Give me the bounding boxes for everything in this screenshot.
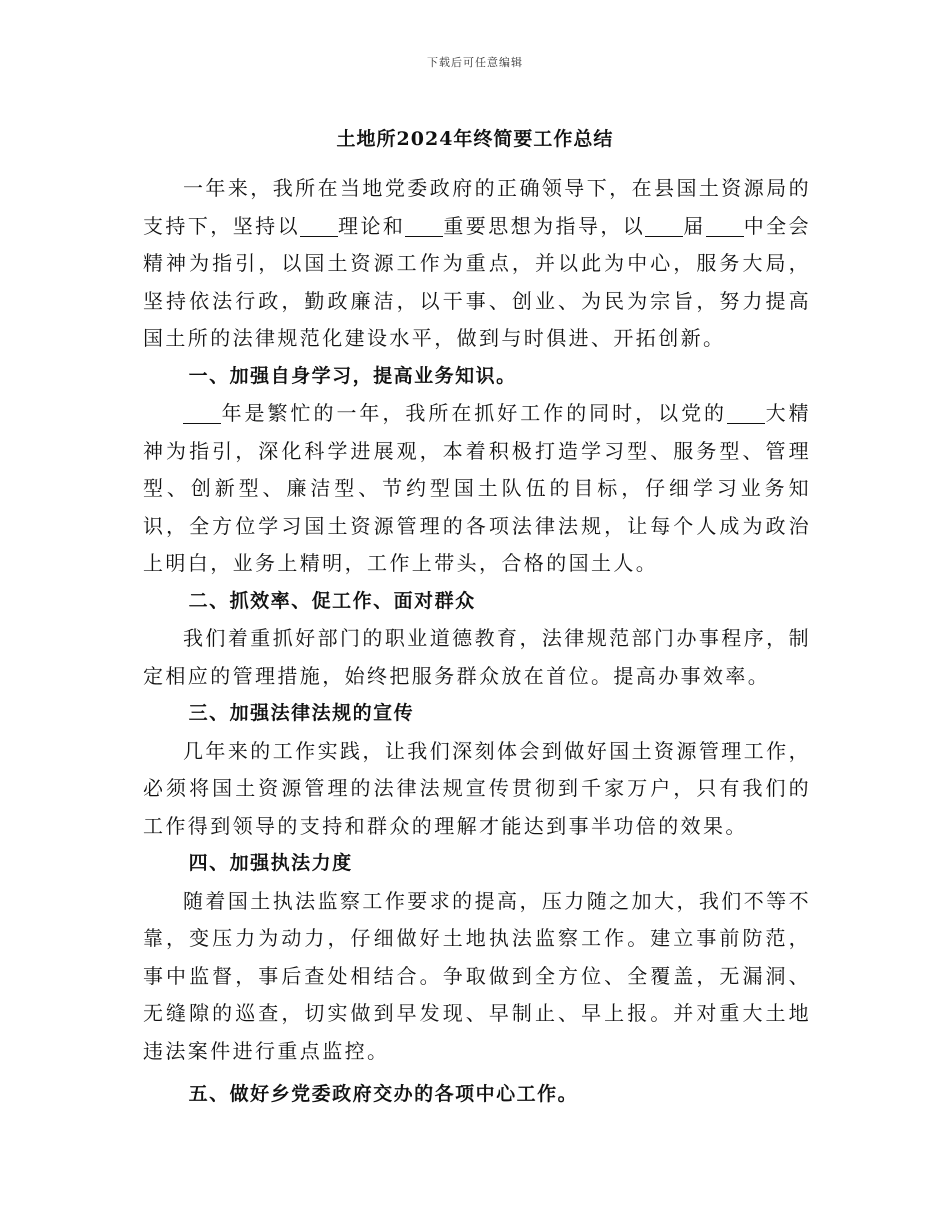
document-body [143, 170, 811, 1114]
fill-blank [405, 216, 443, 237]
section-3-paragraph: 几年来的工作实践，让我们深刻体会到做好国土资源管理工作，必须将国土资源管理的法律法规宣传贯彻到千家万户，只有我们的工作得到领导的支持和群众的理解才能达到事半功倍的效果。 [143, 738, 811, 838]
fill-blank [727, 403, 765, 424]
section-3-heading: 三、加强法律法规的宣传 [188, 702, 415, 724]
section-1-paragraph [143, 395, 811, 583]
section-2-paragraph: 我们着重抓好部门的职业道德教育，法律规范部门办事程序，制定相应的管理措施，始终把服务群众放在首位。提高办事效率。 [143, 626, 811, 688]
section-1-heading: 一、加强自身学习，提高业务知识。 [188, 364, 517, 387]
intro-paragraph [143, 170, 811, 358]
section-5-heading: 五、做好乡党委政府交办的各项中心工作。 [188, 1083, 579, 1105]
intro-text-2: 理论和 [338, 213, 406, 238]
intro-text-4: 届 [683, 213, 706, 238]
document-title: 土地所2024年终简要工作总结 [336, 128, 614, 150]
fill-blank [183, 403, 221, 424]
section-4-heading: 四、加强执法力度 [188, 852, 353, 874]
section-1-text-2: 大精神为指引，深化科学进展观，本着积极打造学习型、服务型、管理型、创新型、廉洁型、节约型国土队伍的目标，仔细学习业务知识，全方位学习国土资源管理的各项法律法规，让每个人成为政治上明白，业务上精明，工作上带头，合格的国土人。 [143, 401, 811, 575]
section-2-heading: 二、抓效率、促工作、面对群众 [188, 589, 476, 612]
intro-text-5: 中全会精神为指引，以国土资源工作为重点，并以此为中心，服务大局，坚持依法行政，勤政廉洁，以干事、创业、为民为宗旨，努力提高国土所的法律规范化建设水平，做到与时俱进、开拓创新。 [143, 213, 812, 350]
header-note: 下载后可任意编辑 [427, 56, 523, 69]
fill-blank [300, 216, 338, 237]
intro-text-1: 一年来，我所在当地党委政府的正确领导下，在县国土资源局的支持下，坚持以 [143, 176, 811, 238]
section-4-paragraph: 随着国土执法监察工作要求的提高，压力随之加大，我们不等不靠，变压力为动力，仔细做好土地执法监察工作。建立事前防范，事中监督，事后查处相结合。争取做到全方位、全覆盖，无漏洞、无缝隙的巡查，切实做到早发现、早制止、早上报。并对重大土地违法案件进行重点监控。 [143, 888, 811, 1063]
fill-blank [706, 216, 744, 237]
section-1-text-1: 年是繁忙的一年，我所在抓好工作的同时，以党的 [221, 401, 728, 425]
intro-text-3: 重要思想为指导，以 [443, 213, 646, 238]
fill-blank [645, 216, 683, 237]
